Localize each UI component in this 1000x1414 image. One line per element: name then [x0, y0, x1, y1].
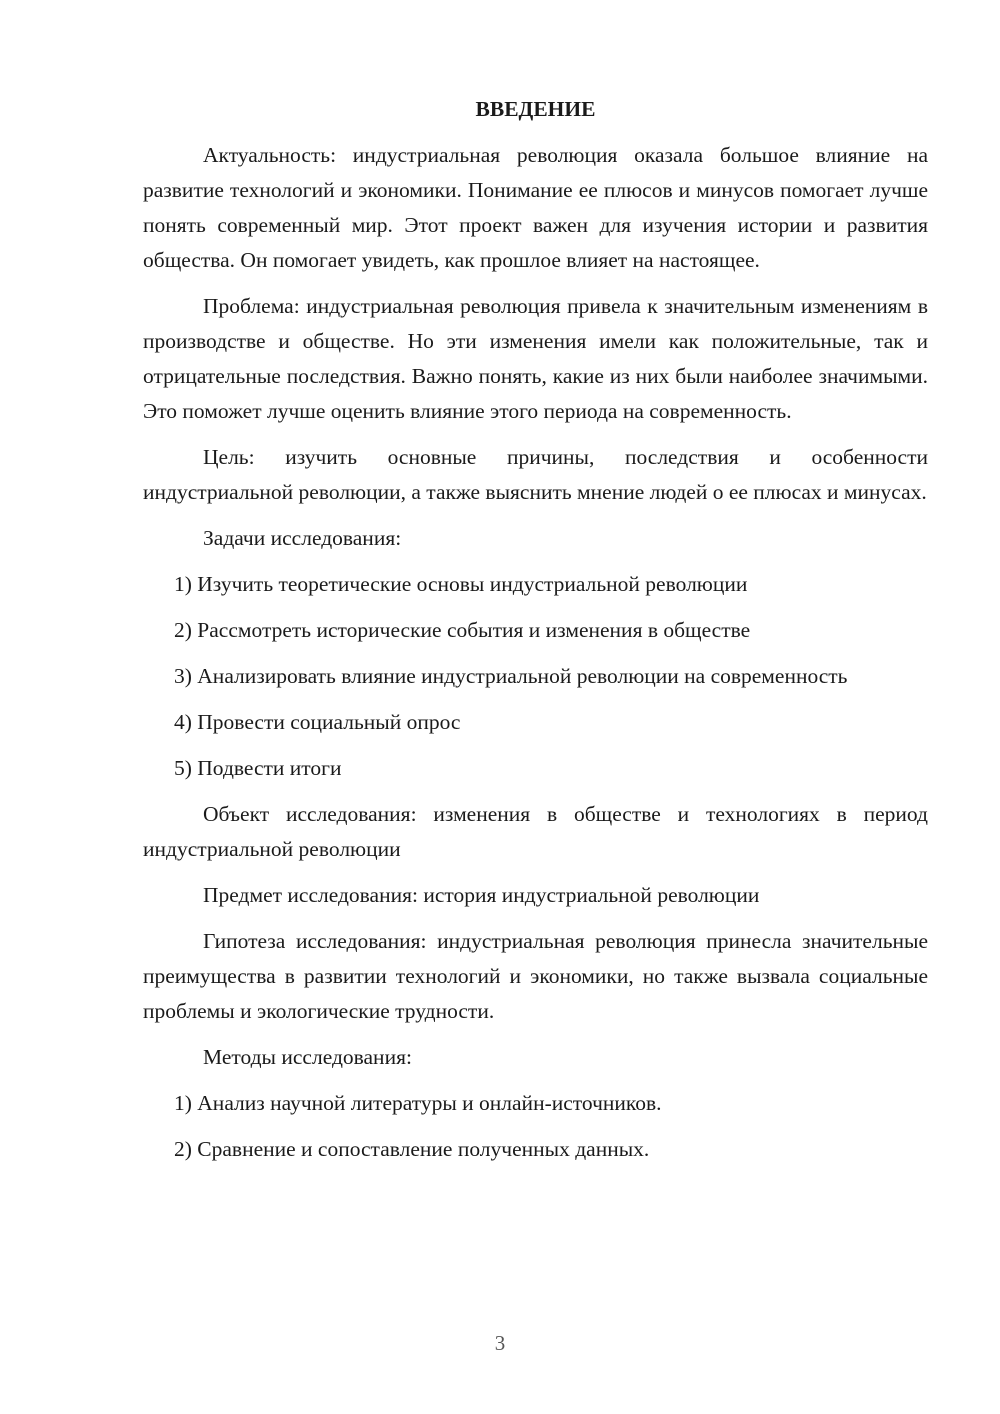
- problem-paragraph: Проблема: индустриальная революция привела к значительным изменениям в производстве и обществе. Но эти изменения имели как положительные, так и отрицательные последствия. Важно понять, какие из них были наиболее значимыми. Это поможет лучше оценить влияние этого периода на современность.: [143, 294, 928, 423]
- task-item: 3) Анализировать влияние индустриальной революции на современность: [174, 664, 848, 688]
- relevance-paragraph: Актуальность: индустриальная революция оказала большое влияние на развитие технологий и экономики. Понимание ее плюсов и минусов помогает лучше понять современный мир. Этот проект важен для изучения истории и развития общества. Он помогает увидеть, как прошлое влияет на настоящее.: [143, 143, 928, 272]
- method-item: 1) Анализ научной литературы и онлайн-источников.: [174, 1091, 662, 1115]
- method-item: 2) Сравнение и сопоставление полученных данных.: [174, 1137, 650, 1161]
- subject-paragraph: Предмет исследования: история индустриальной революции: [203, 883, 760, 907]
- goal-paragraph: Цель: изучить основные причины, последствия и особенности индустриальной революции, а также выяснить мнение людей о ее плюсах и минусах.: [143, 445, 928, 504]
- page-number: 3: [494, 1331, 506, 1355]
- section-heading: ВВЕДЕНИЕ: [475, 97, 596, 121]
- methods-title: Методы исследования:: [203, 1045, 412, 1069]
- task-item: 4) Провести социальный опрос: [174, 710, 461, 734]
- tasks-title: Задачи исследования:: [203, 526, 402, 550]
- object-paragraph: Объект исследования: изменения в обществе и технологиях в период индустриальной революции: [143, 802, 928, 861]
- document-page: [143, 92, 928, 1178]
- task-item: 1) Изучить теоретические основы индустриальной революции: [174, 572, 748, 596]
- hypothesis-paragraph: Гипотеза исследования: индустриальная революция принесла значительные преимущества в развитии технологий и экономики, но также вызвала социальные проблемы и экологические трудности.: [143, 929, 928, 1023]
- task-item: 2) Рассмотреть исторические события и изменения в обществе: [174, 618, 751, 642]
- task-item: 5) Подвести итоги: [174, 756, 342, 780]
